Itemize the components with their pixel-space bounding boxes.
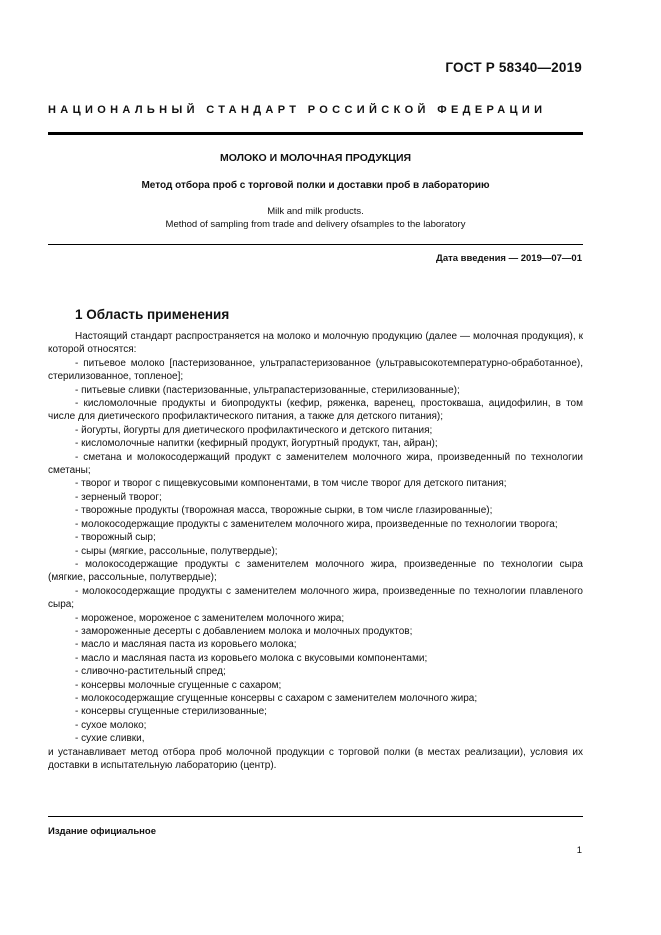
list-item: - молокосодержащие продукты с заменителем молочного жира, произведенные по технологии плавленого сыра; <box>48 585 583 611</box>
list-item: - питьевое молоко [пастеризованное, ультрапастеризованное (ультравысокотемпературно-обработанное), стерилизованное, топленое]; <box>48 357 583 383</box>
list-item: - кисломолочные напитки (кефирный продукт, йогуртный продукт, тан, айран); <box>75 438 438 450</box>
list-item: - кисломолочные продукты и биопродукты (кефир, ряженка, варенец, простокваша, ацидофилин, в том числе для диетического профилактического питания, а также для детского питания); <box>48 398 583 423</box>
list-item: - сухие сливки, <box>75 733 145 745</box>
list-item: - молокосодержащие продукты с заменителем молочного жира, произведенные по технологии сыра (мягкие, рассольные, полутвердые); <box>48 558 583 584</box>
list-item: - творожный сыр; <box>75 532 156 544</box>
list-item: - творог и творог с пищевкусовыми компонентами, в том числе творог для детского питания; <box>75 478 507 490</box>
list-item: - консервы сгущенные стерилизованные; <box>75 706 267 718</box>
list-item: - мороженое, мороженое с заменителем молочного жира; <box>75 612 345 624</box>
page-number: 1 <box>576 845 582 856</box>
list-item: - масло и масляная паста из коровьего молока; <box>75 639 297 651</box>
list-item: - замороженные десерты с добавлением молока и молочных продуктов; <box>75 625 413 637</box>
english-title-line: Method of sampling from trade and delivery ofsamples to the laboratory <box>165 219 466 230</box>
document-title: МОЛОКО И МОЛОЧНАЯ ПРОДУКЦИЯ <box>219 152 412 164</box>
section-body <box>48 330 583 772</box>
closing-paragraph: и устанавливает метод отбора проб молочной продукции с торговой полки (в местах реализации), условия их доставки в испытательную лабораторию (центр). <box>48 746 583 771</box>
header-rule <box>48 132 583 135</box>
list-item: - масло и масляная паста из коровьего молока с вкусовыми компонентами; <box>75 652 428 664</box>
list-item: - сухое молоко; <box>75 719 147 731</box>
list-item: - зерненый творог; <box>75 491 162 503</box>
list-item: - молокосодержащие продукты с заменителем молочного жира, произведенные по технологии творога; <box>75 518 558 530</box>
english-title-line: Milk and milk products. <box>267 206 364 217</box>
national-standard-heading: НАЦИОНАЛЬНЫЙ СТАНДАРТ РОССИЙСКОЙ ФЕДЕРАЦИИ <box>48 104 547 116</box>
standard-id: ГОСТ Р 58340—2019 <box>445 60 582 75</box>
list-item: - сметана и молокосодержащий продукт с заменителем молочного жира, произведенный по технологии сметаны; <box>48 451 583 477</box>
list-item: - консервы молочные сгущенные с сахаром; <box>75 679 282 691</box>
section-heading: 1 Область применения <box>75 307 230 322</box>
english-title <box>48 205 583 231</box>
list-item: - молокосодержащие сгущенные консервы с сахаром с заменителем молочного жира; <box>75 692 478 704</box>
footer-rule <box>48 816 583 817</box>
list-item: - питьевые сливки (пастеризованные, ультрапастеризованные, стерилизованные); <box>75 384 460 396</box>
introduction-date: Дата введения — 2019—07—01 <box>436 253 582 264</box>
document-subtitle: Метод отбора проб с торговой полки и доставки проб в лабораторию <box>141 180 490 191</box>
list-item: - сыры (мягкие, рассольные, полутвердые); <box>75 545 278 557</box>
official-edition-label: Издание официальное <box>48 826 156 837</box>
list-item: - сливочно-растительный спред; <box>75 666 226 678</box>
list-item: - творожные продукты (творожная масса, творожные сырки, в том числе глазированные); <box>75 505 493 517</box>
title-rule <box>48 244 583 245</box>
list-item: - йогурты, йогурты для диетического профилактического и детского питания; <box>75 424 433 436</box>
intro-paragraph: Настоящий стандарт распространяется на молоко и молочную продукцию (далее — молочная продукция), к которой относятся: <box>48 331 583 356</box>
